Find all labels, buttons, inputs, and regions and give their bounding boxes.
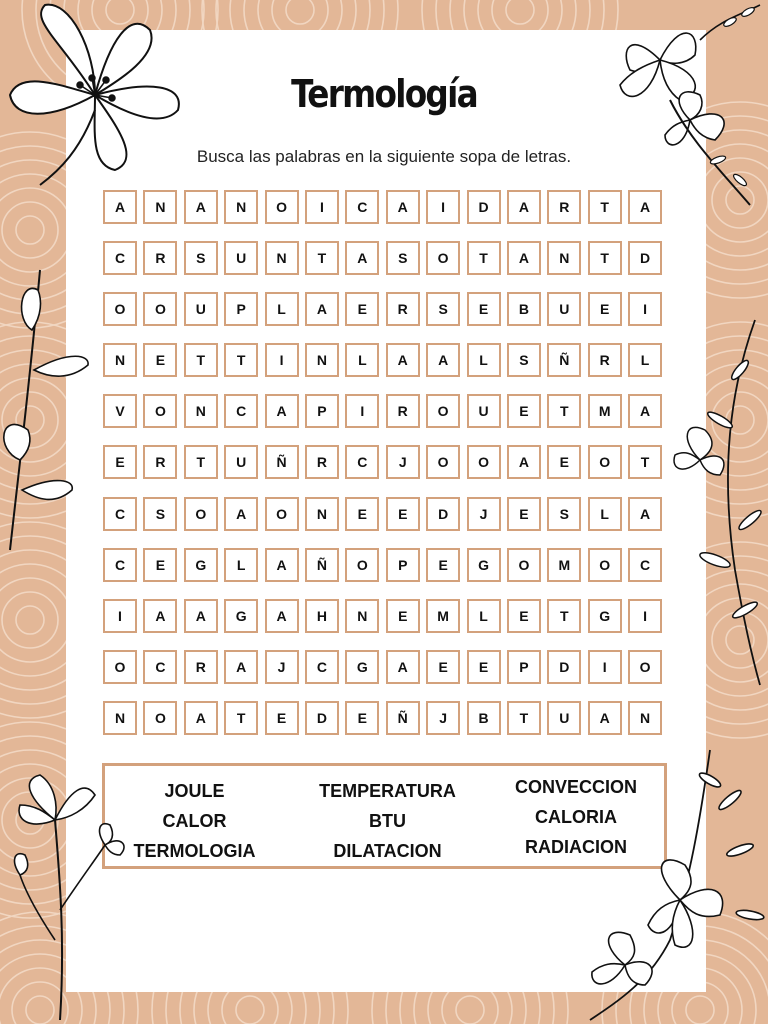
grid-cell: O xyxy=(184,497,218,531)
grid-cell: A xyxy=(507,241,541,275)
grid-cell: I xyxy=(628,599,662,633)
grid-cell: I xyxy=(628,292,662,326)
grid-cell: O xyxy=(588,548,622,582)
grid-cell: A xyxy=(184,190,218,224)
grid-cell: A xyxy=(386,343,420,377)
grid-cell: U xyxy=(547,292,581,326)
grid-cell: E xyxy=(103,445,137,479)
grid-cell: U xyxy=(184,292,218,326)
grid-cell: O xyxy=(143,292,177,326)
flower-icon xyxy=(0,760,140,1024)
grid-cell: A xyxy=(507,190,541,224)
grid-cell: T xyxy=(305,241,339,275)
grid-cell: R xyxy=(386,394,420,428)
word-item: RADIACION xyxy=(525,837,627,857)
floral-branch-icon xyxy=(660,310,768,690)
leaf-stem-icon xyxy=(0,260,100,560)
floral-branch-icon xyxy=(590,0,768,210)
grid-cell: C xyxy=(103,241,137,275)
grid-cell: R xyxy=(143,445,177,479)
grid-cell: N xyxy=(628,701,662,735)
page-title: Termología xyxy=(291,72,477,116)
grid-cell: N xyxy=(345,599,379,633)
grid-cell: E xyxy=(426,650,460,684)
grid-cell: C xyxy=(345,190,379,224)
grid-cell: T xyxy=(588,241,622,275)
grid-cell: P xyxy=(386,548,420,582)
grid-cell: E xyxy=(507,599,541,633)
grid-cell: O xyxy=(628,650,662,684)
grid-cell: Ñ xyxy=(305,548,339,582)
grid-cell: A xyxy=(224,497,258,531)
grid-cell: L xyxy=(467,599,501,633)
grid-cell: I xyxy=(345,394,379,428)
grid-cell: U xyxy=(467,394,501,428)
grid-cell: J xyxy=(386,445,420,479)
grid-cell: N xyxy=(103,343,137,377)
grid-cell: C xyxy=(224,394,258,428)
grid-cell: E xyxy=(507,394,541,428)
grid-cell: A xyxy=(265,599,299,633)
grid-cell: M xyxy=(547,548,581,582)
grid-cell: S xyxy=(426,292,460,326)
grid-cell: C xyxy=(305,650,339,684)
word-item: CALORIA xyxy=(535,807,617,827)
grid-cell: A xyxy=(386,650,420,684)
word-item: CONVECCION xyxy=(514,777,637,797)
word-item: TERMOLOGIA xyxy=(133,841,256,861)
grid-cell: N xyxy=(305,343,339,377)
grid-cell: T xyxy=(467,241,501,275)
grid-cell: E xyxy=(143,548,177,582)
grid-cell: T xyxy=(507,701,541,735)
grid-cell: R xyxy=(547,190,581,224)
grid-cell: O xyxy=(426,394,460,428)
grid-cell: I xyxy=(426,190,460,224)
grid-cell: J xyxy=(467,497,501,531)
grid-cell: O xyxy=(507,548,541,582)
grid-cell: T xyxy=(547,599,581,633)
grid-cell: A xyxy=(184,701,218,735)
grid-cell: O xyxy=(103,292,137,326)
grid-cell: A xyxy=(628,394,662,428)
grid-cell: G xyxy=(184,548,218,582)
grid-cell: E xyxy=(265,701,299,735)
word-item: DILATACION xyxy=(333,841,442,861)
word-list-column-1 xyxy=(127,776,262,866)
grid-cell: C xyxy=(628,548,662,582)
grid-cell: E xyxy=(467,650,501,684)
instructions: Busca las palabras en la siguiente sopa de letras. xyxy=(196,147,572,166)
grid-cell: C xyxy=(345,445,379,479)
flower-icon xyxy=(0,0,200,200)
grid-cell: R xyxy=(386,292,420,326)
grid-cell: N xyxy=(547,241,581,275)
grid-cell: A xyxy=(345,241,379,275)
grid-cell: B xyxy=(507,292,541,326)
grid-cell: I xyxy=(103,599,137,633)
grid-cell: R xyxy=(305,445,339,479)
grid-cell: S xyxy=(507,343,541,377)
grid-cell: T xyxy=(184,445,218,479)
grid-cell: E xyxy=(345,701,379,735)
grid-cell: D xyxy=(426,497,460,531)
grid-cell: N xyxy=(103,701,137,735)
grid-cell: O xyxy=(103,650,137,684)
grid-cell: O xyxy=(426,445,460,479)
grid-cell: T xyxy=(628,445,662,479)
grid-cell: E xyxy=(426,548,460,582)
grid-cell: A xyxy=(588,701,622,735)
grid-cell: A xyxy=(103,190,137,224)
grid-cell: G xyxy=(224,599,258,633)
grid-cell: E xyxy=(386,497,420,531)
grid-cell: O xyxy=(265,190,299,224)
grid-cell: S xyxy=(386,241,420,275)
grid-cell: D xyxy=(305,701,339,735)
grid-cell: G xyxy=(345,650,379,684)
word-item: BTU xyxy=(369,811,406,831)
grid-cell: L xyxy=(588,497,622,531)
grid-cell: Ñ xyxy=(265,445,299,479)
grid-cell: O xyxy=(426,241,460,275)
grid-cell: Ñ xyxy=(547,343,581,377)
grid-cell: A xyxy=(143,599,177,633)
grid-cell: L xyxy=(265,292,299,326)
grid-cell: O xyxy=(143,701,177,735)
grid-cell: D xyxy=(628,241,662,275)
grid-cell: L xyxy=(467,343,501,377)
grid-cell: G xyxy=(467,548,501,582)
grid-cell: S xyxy=(143,497,177,531)
grid-cell: N xyxy=(265,241,299,275)
grid-cell: T xyxy=(224,343,258,377)
grid-cell: A xyxy=(386,190,420,224)
grid-cell: A xyxy=(628,190,662,224)
grid-cell: E xyxy=(588,292,622,326)
grid-cell: M xyxy=(588,394,622,428)
grid-cell: N xyxy=(184,394,218,428)
grid-cell: A xyxy=(265,394,299,428)
grid-cell: N xyxy=(305,497,339,531)
grid-cell: A xyxy=(265,548,299,582)
grid-cell: J xyxy=(426,701,460,735)
grid-cell: D xyxy=(547,650,581,684)
grid-cell: O xyxy=(265,497,299,531)
grid-cell: Ñ xyxy=(386,701,420,735)
grid-cell: R xyxy=(184,650,218,684)
grid-cell: L xyxy=(628,343,662,377)
grid-cell: L xyxy=(345,343,379,377)
grid-cell: R xyxy=(588,343,622,377)
grid-cell: E xyxy=(507,497,541,531)
grid-cell: I xyxy=(305,190,339,224)
grid-cell: S xyxy=(184,241,218,275)
grid-cell: E xyxy=(547,445,581,479)
grid-cell: C xyxy=(103,497,137,531)
grid-cell: U xyxy=(224,241,258,275)
grid-cell: T xyxy=(184,343,218,377)
grid-cell: C xyxy=(143,650,177,684)
grid-cell: C xyxy=(103,548,137,582)
grid-cell: V xyxy=(103,394,137,428)
grid-cell: O xyxy=(467,445,501,479)
grid-cell: M xyxy=(426,599,460,633)
grid-cell: N xyxy=(224,190,258,224)
grid-cell: R xyxy=(143,241,177,275)
grid-cell: E xyxy=(345,292,379,326)
grid-cell: A xyxy=(628,497,662,531)
word-list-column-2 xyxy=(310,776,465,866)
grid-cell: E xyxy=(345,497,379,531)
grid-cell: I xyxy=(265,343,299,377)
grid-cell: A xyxy=(507,445,541,479)
grid-cell: E xyxy=(386,599,420,633)
word-item: JOULE xyxy=(164,781,225,801)
grid-cell: E xyxy=(143,343,177,377)
grid-cell: A xyxy=(184,599,218,633)
grid-cell: U xyxy=(547,701,581,735)
grid-cell: H xyxy=(305,599,339,633)
floral-branch-icon xyxy=(560,740,768,1024)
grid-cell: I xyxy=(588,650,622,684)
grid-cell: S xyxy=(547,497,581,531)
grid-cell: O xyxy=(143,394,177,428)
word-search-grid xyxy=(103,190,666,735)
grid-cell: A xyxy=(426,343,460,377)
grid-cell: O xyxy=(588,445,622,479)
grid-cell: A xyxy=(224,650,258,684)
grid-cell: P xyxy=(507,650,541,684)
grid-cell: T xyxy=(547,394,581,428)
grid-cell: G xyxy=(588,599,622,633)
word-item: TEMPERATURA xyxy=(319,781,456,801)
grid-cell: P xyxy=(224,292,258,326)
grid-cell: O xyxy=(345,548,379,582)
grid-cell: T xyxy=(588,190,622,224)
grid-cell: T xyxy=(224,701,258,735)
grid-cell: L xyxy=(224,548,258,582)
grid-cell: D xyxy=(467,190,501,224)
grid-cell: J xyxy=(265,650,299,684)
word-item: CALOR xyxy=(162,811,227,831)
grid-cell: B xyxy=(467,701,501,735)
grid-cell: E xyxy=(467,292,501,326)
grid-cell: A xyxy=(305,292,339,326)
grid-cell: P xyxy=(305,394,339,428)
grid-cell: U xyxy=(224,445,258,479)
grid-cell: N xyxy=(143,190,177,224)
